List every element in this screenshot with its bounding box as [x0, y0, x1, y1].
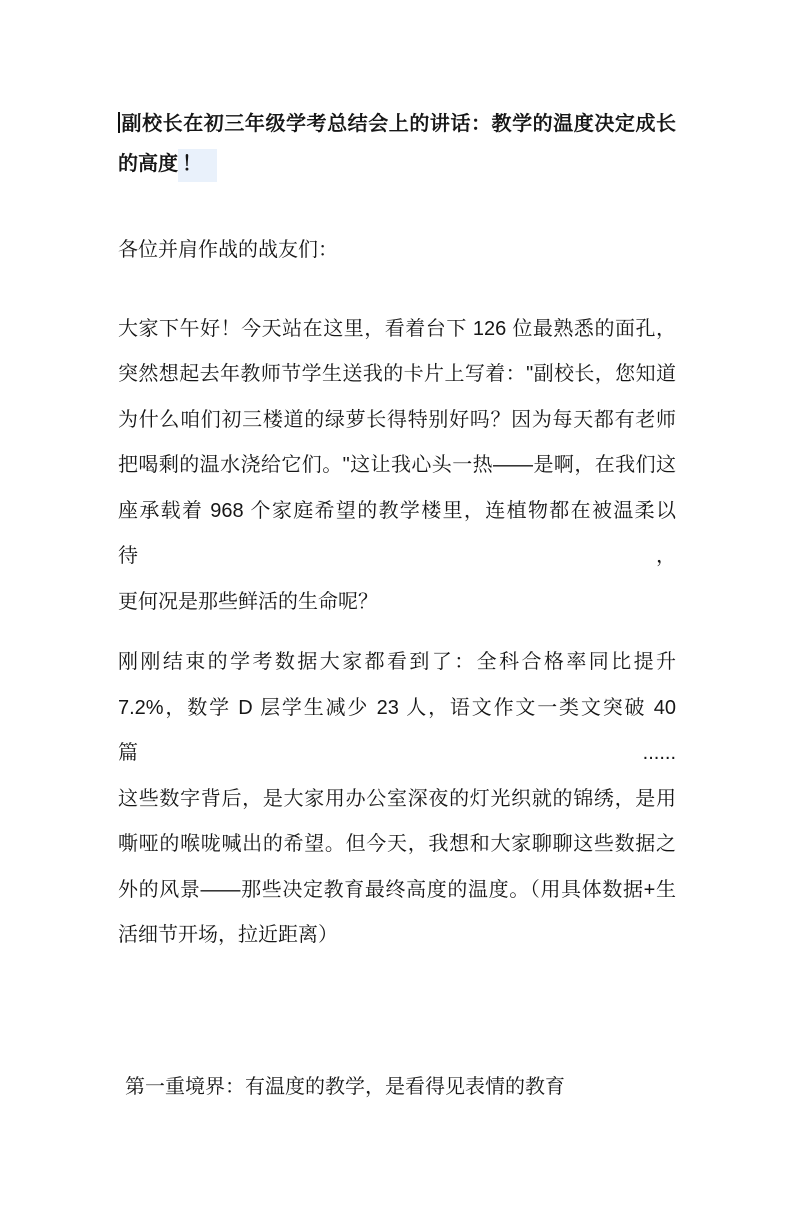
title-line-1-text: 副校长在初三年级学考总结会上的讲话：教学的温度决定成长 [121, 113, 676, 135]
text-line: 外的风景——那些决定教育最终高度的温度。（用具体数据+生 [118, 878, 676, 901]
text-line: 刚刚结束的学考数据大家都看到了：全科合格率同比提升 [118, 651, 676, 673]
text-line: 座承载着 968 个家庭希望的教学楼里，连植物都在被温柔以待， [118, 499, 676, 567]
text-line: 7.2%，数学 D 层学生减少 23 人，语文作文一类文突破 40 篇...... [118, 696, 676, 764]
highlighted-exclamation: ！ [178, 149, 217, 182]
text-line: 大家下午好！今天站在这里，看着台下 126 位最熟悉的面孔， [118, 317, 676, 340]
title-line-1 [118, 104, 676, 144]
text-line: 为什么咱们初三楼道的绿萝长得特别好吗？因为每天都有老师 [118, 408, 676, 431]
text-line: 把喝剩的温水浇给它们。"这让我心头一热——是啊，在我们这 [118, 454, 676, 476]
text-line: 活细节开场，拉近距离） [118, 924, 338, 946]
document-page[interactable] [0, 104, 793, 1226]
document-title [118, 104, 676, 184]
section-heading: 第一重境界：有温度的教学，是看得见表情的教育 [125, 1075, 565, 1098]
text-line: 更何况是那些鲜活的生命呢？ [118, 590, 378, 613]
text-line: 突然想起去年教师节学生送我的卡片上写着："副校长，您知道 [118, 363, 676, 385]
text-line: 这些数字背后，是大家用办公室深夜的灯光织就的锦绣，是用 [118, 787, 676, 810]
title-line-2 [118, 144, 676, 184]
text-cursor [118, 112, 120, 133]
paragraph [118, 307, 676, 626]
salutation-line: 各位并肩作战的战友们： [118, 239, 338, 261]
text-line: 嘶哑的喉咙喊出的希望。但今天，我想和大家聊聊这些数据之 [118, 833, 676, 855]
paragraph [118, 640, 676, 959]
body-paragraphs [118, 307, 676, 959]
title-line-2-text: 的高度 [118, 153, 178, 175]
